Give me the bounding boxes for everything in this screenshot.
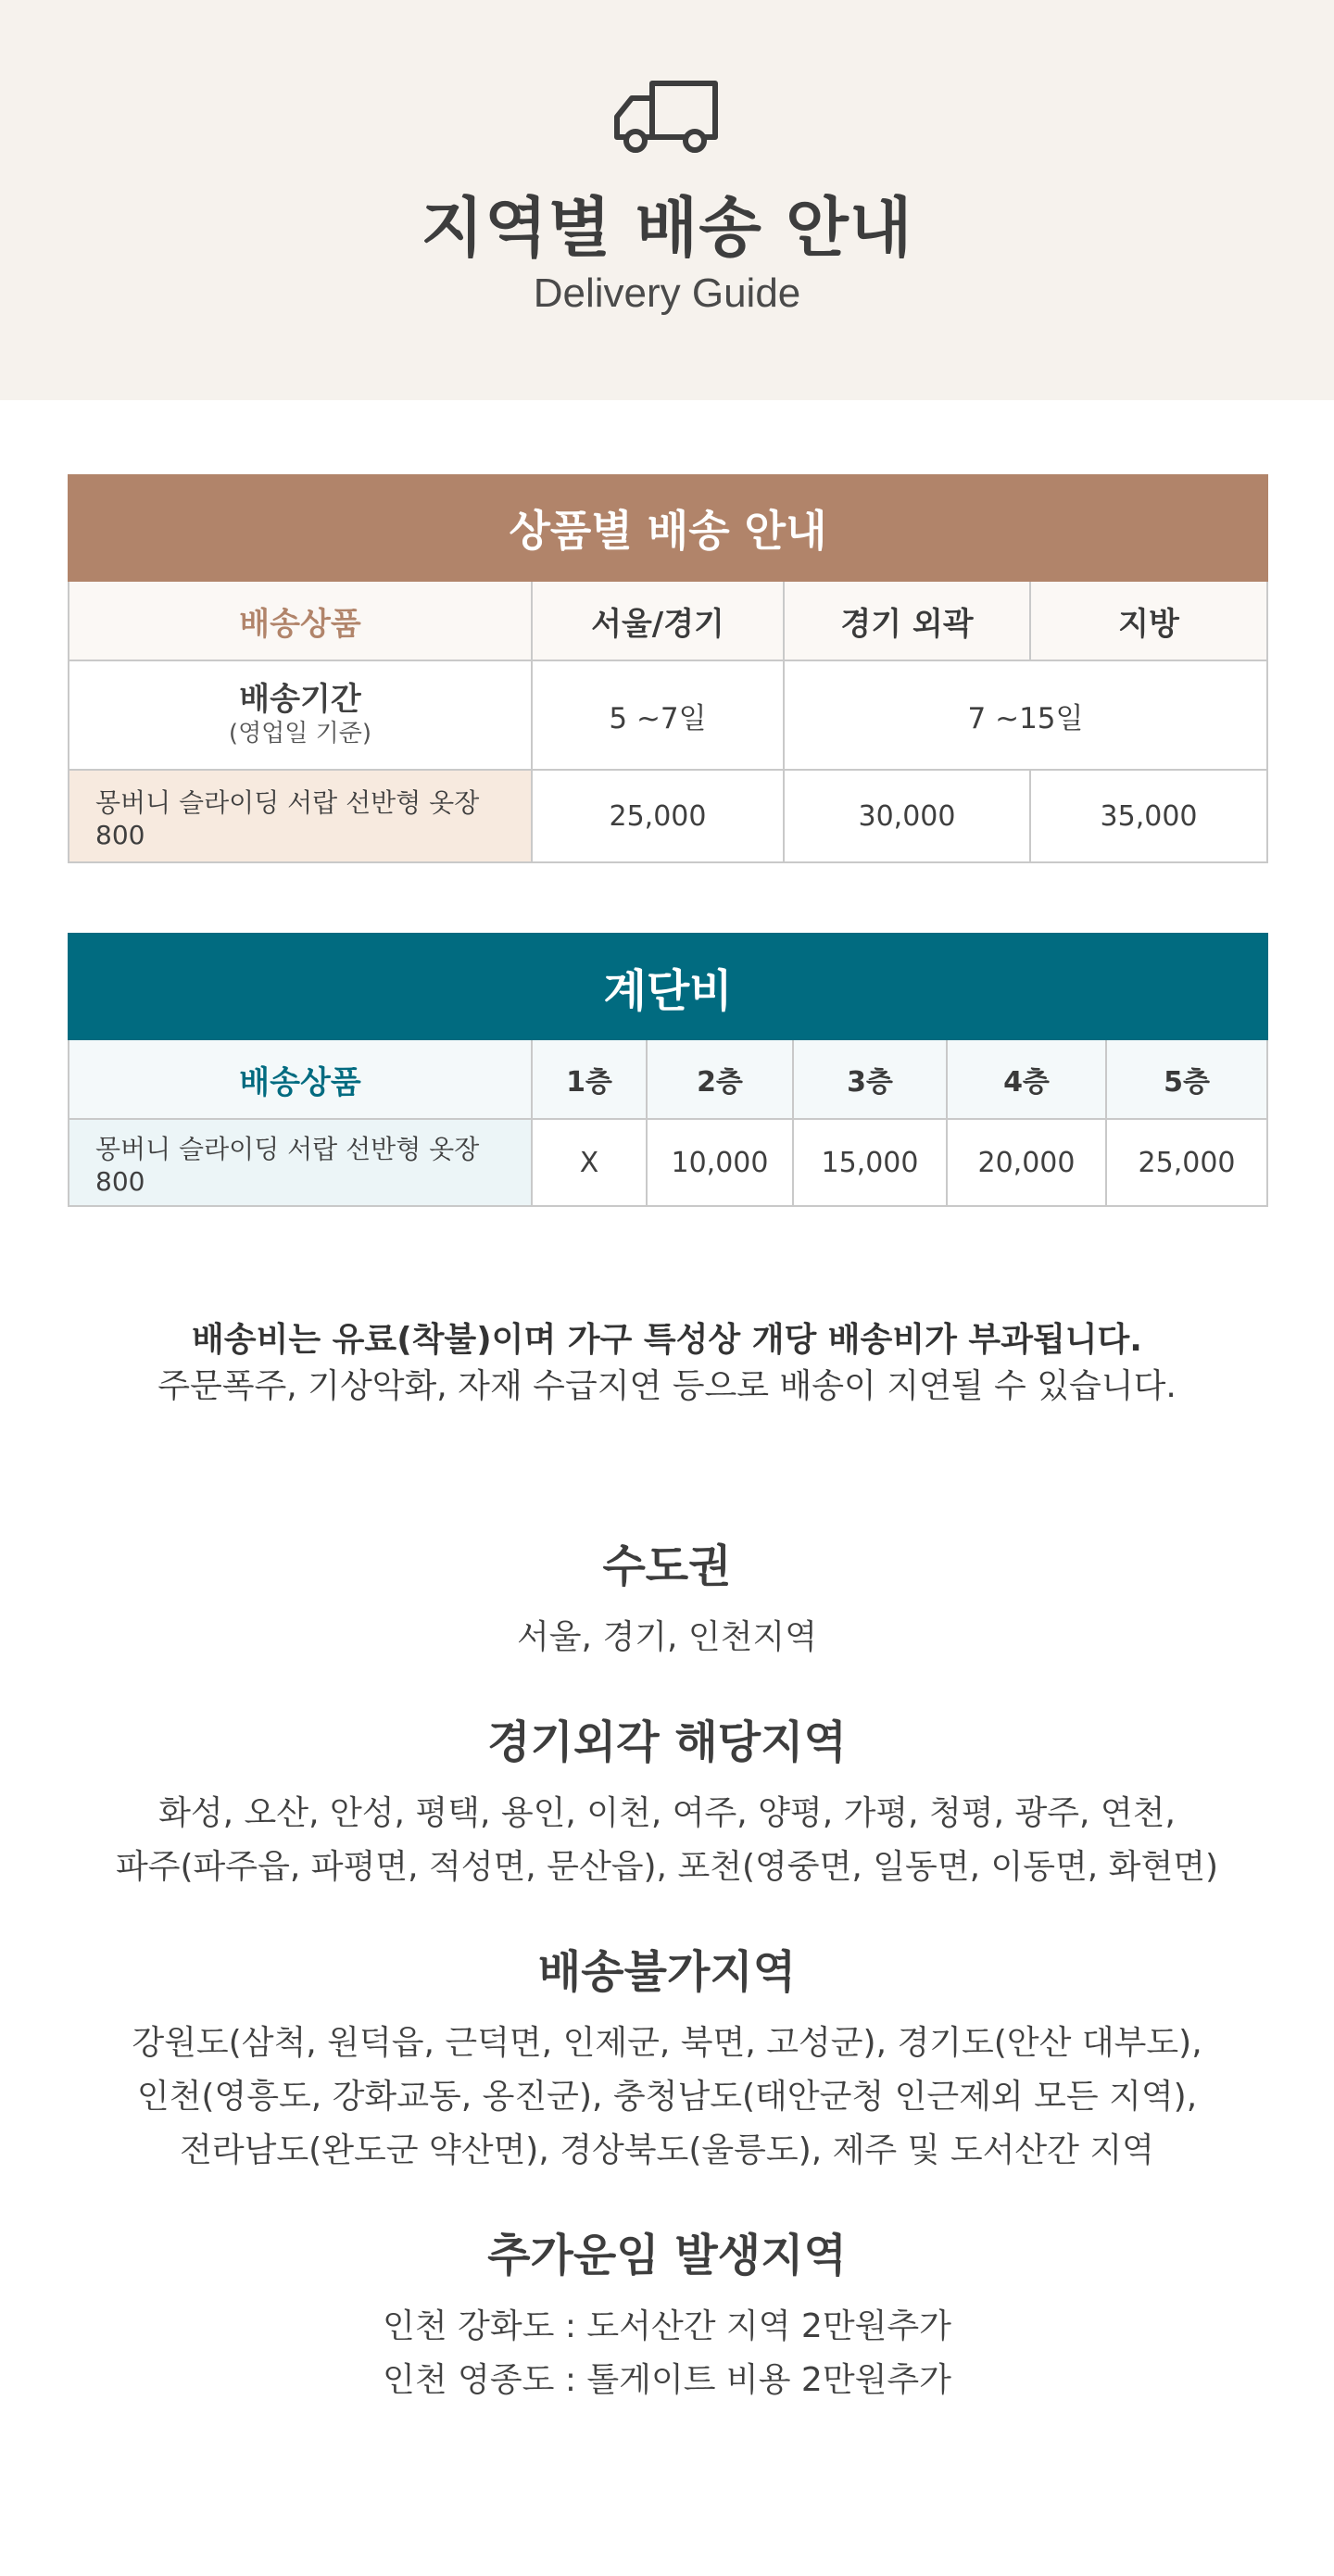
price-floor-3: 15,000 — [793, 1119, 947, 1206]
region-gyeonggi-outskirts — [0, 1706, 1334, 1894]
table-title: 계단비 — [69, 934, 1267, 1039]
delivery-period-label — [69, 660, 532, 770]
region-no-delivery — [0, 1936, 1334, 2178]
header-floor-4: 4층 — [947, 1039, 1106, 1119]
region-line: 전라남도(완도군 약산면), 경상북도(울릉도), 제주 및 도서산간 지역 — [180, 2131, 1154, 2169]
product-name: 몽버니 슬라이딩 서랍 선반형 옷장 800 — [69, 770, 532, 862]
notice-normal: 주문폭주, 기상악화, 자재 수급지연 등으로 배송이 지연될 수 있습니다. — [157, 1367, 1177, 1405]
region-line: 인천 강화도 : 도서산간 지역 2만원추가 — [383, 2307, 951, 2345]
header-floor-2: 2층 — [647, 1039, 793, 1119]
truck-icon — [611, 76, 721, 154]
region-line: 화성, 오산, 안성, 평택, 용인, 이천, 여주, 양평, 가평, 청평, 광주, 연천, — [158, 1794, 1176, 1832]
page-subtitle: Delivery Guide — [533, 270, 801, 316]
header-provinces: 지방 — [1030, 581, 1267, 660]
header-gyeonggi-outskirts: 경기 외곽 — [784, 581, 1030, 660]
price-seoul-gyeonggi: 25,000 — [532, 770, 784, 862]
shipping-fee-table — [68, 474, 1268, 863]
price-floor-5: 25,000 — [1106, 1119, 1267, 1206]
hero-header — [0, 0, 1334, 400]
price-floor-2: 10,000 — [647, 1119, 793, 1206]
region-line: 강원도(삼척, 원덕읍, 근덕면, 인제군, 북면, 고성군), 경기도(안산 대부도), — [132, 2024, 1202, 2062]
region-line: 인천(영흥도, 강화교동, 옹진군), 충청남도(태안군청 인근제외 모든 지역), — [136, 2078, 1198, 2116]
stair-fee-table — [68, 933, 1268, 1207]
region-extra-fee — [0, 2219, 1334, 2407]
period-label: 배송기간 — [239, 681, 361, 718]
region-title: 배송불가지역 — [537, 1946, 797, 1998]
region-title: 수도권 — [602, 1540, 732, 1592]
region-capital — [0, 1530, 1334, 1665]
header-seoul-gyeonggi: 서울/경기 — [532, 581, 784, 660]
region-line: 서울, 경기, 인천지역 — [517, 1618, 817, 1656]
notice-bold: 배송비는 유료(착불)이며 가구 특성상 개당 배송비가 부과됩니다. — [192, 1321, 1142, 1359]
region-title: 경기외각 해당지역 — [487, 1716, 847, 1768]
header-product: 배송상품 — [69, 1039, 532, 1119]
period-note: (영업일 기준) — [228, 720, 372, 748]
region-line: 인천 영종도 : 톨게이트 비용 2만원추가 — [383, 2361, 951, 2399]
region-line: 파주(파주읍, 파평면, 적성면, 문산읍), 포천(영중면, 일동면, 이동면, 화현면) — [115, 1848, 1219, 1886]
region-title: 추가운임 발생지역 — [487, 2230, 847, 2281]
price-provinces: 35,000 — [1030, 770, 1267, 862]
header-floor-1: 1층 — [532, 1039, 647, 1119]
product-name: 몽버니 슬라이딩 서랍 선반형 옷장 800 — [69, 1119, 532, 1206]
price-floor-4: 20,000 — [947, 1119, 1106, 1206]
period-capital: 5 ~7일 — [532, 660, 784, 770]
header-floor-5: 5층 — [1106, 1039, 1267, 1119]
page-title: 지역별 배송 안내 — [421, 190, 913, 266]
period-other: 7 ~15일 — [784, 660, 1267, 770]
price-floor-1: X — [532, 1119, 647, 1206]
table-title: 상품별 배송 안내 — [69, 475, 1267, 581]
header-floor-3: 3층 — [793, 1039, 947, 1119]
header-product: 배송상품 — [69, 581, 532, 660]
price-gyeonggi-outskirts: 30,000 — [784, 770, 1030, 862]
